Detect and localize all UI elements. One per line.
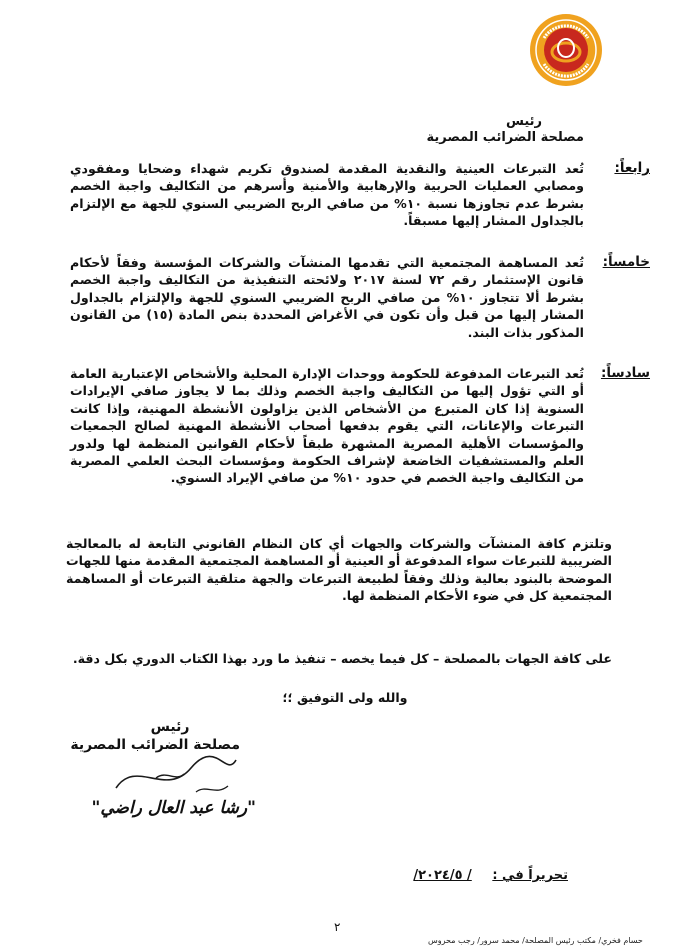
- instruction-paragraph: على كافة الجهات بالمصلحة – كل فيما يخصه – تنفيذ ما ورد بهذا الكتاب الدوري بكل دقة.: [72, 651, 612, 666]
- date-value: / ٢٠٢٤/٥/: [413, 868, 472, 883]
- letterhead-title-line2: مصلحة الضرائب المصرية: [426, 130, 584, 145]
- clause-text: تُعد المساهمة المجتمعية التي تقدمها المنشآت والشركات المؤسسة وفقاً لأحكام قانون الإستثمار رقم ٧٢ لسنة ٢٠١٧ ولائحته التنفيذية من التكاليف واجبة الخصم بشرط ألا تتجاوز ١٠% من صافي الربح الضريبي السنوي للجهة والإلتزام بالجداول المشار إليها من قبل وأن تكون في الأغراض المحددة بنص المادة (١٥) من القانون المذكور بذات البند.: [70, 255, 584, 340]
- closing-line: والله ولى التوفيق ؛؛: [282, 690, 408, 705]
- clause-label: سادساً:: [600, 365, 650, 381]
- page-number: ٢: [334, 920, 341, 934]
- clause-fifth: [70, 254, 650, 341]
- clause-text: تُعد التبرعات المدفوعة للحكومة ووحدات الإدارة المحلية والأشخاص الإعتبارية العامة أو التي تؤول إليها من التكاليف واجبة الخصم وذلك بما لا يجاوز صافي الإيرادات السنوية إذا كان المتبرع من الأشخاص الذين يزاولون الأنشطة المهنية، وإذا كانت التبرعات والإعانات، التي يقوم بدفعها أصحاب الأنشطة المهنية لصالح الجمعيات والمؤسسات الأهلية المصرية المشهرة طبقاً لأحكام القوانين المنظمة لها ولدور العلم والمستشفيات الخاضعة لإشراف الحكومة ومؤسسات البحث العلمي المصرية من التكاليف واجبة الخصم في حدود ١٠% من صافي الإيراد السنوي.: [70, 366, 584, 486]
- date-label: تحريراً في :: [492, 868, 568, 883]
- signature-title-line2: مصلحة الضرائب المصرية: [70, 737, 240, 753]
- clause-fourth: [70, 160, 650, 230]
- clause-label: خامساً:: [602, 254, 650, 270]
- letterhead-title: [426, 114, 584, 146]
- clause-sixth: [70, 365, 650, 487]
- obligation-paragraph: وتلتزم كافة المنشآت والشركات والجهات أي كان النظام القانوني التابعة له بالمعالجة الضريبية للتبرعات سواء المدفوعة أو العينية أو المساهمة المجتمعية المقدمة منها للجهات الموضحة بالبنود بعالية وذلك وفقاً لطبيعة التبرعات والجهة متلقية التبرعات أو المساهمة المجتمعية كل في ضوء الأحكام المنظمة لها.: [66, 536, 612, 604]
- clause-label: رابعاً:: [614, 160, 650, 176]
- date-row: [413, 868, 568, 883]
- ministry-seal-logo: [528, 12, 604, 88]
- footer-note: حسام فخري/ مكتب رئيس المصلحة/ محمد سرور/ رجب محروس: [428, 936, 643, 945]
- clause-text: تُعد التبرعات العينية والنقدية المقدمة لصندوق تكريم شهداء وضحايا ومفقودي ومصابي العمليات الحربية والإرهابية والأمنية وأسرهم من التكاليف واجبة الخصم بشرط عدم تجاوزها نسبة ١٠% من صافي الربح الضريبي السنوي للجهة مع الإلتزام بالجداول المشار إليها مسبقاً.: [70, 161, 585, 229]
- letterhead-title-line1: رئيس: [505, 114, 543, 129]
- signatory-name: "رشا عبد العال راضي": [91, 798, 256, 818]
- signature-title-line1: رئيس: [150, 719, 190, 735]
